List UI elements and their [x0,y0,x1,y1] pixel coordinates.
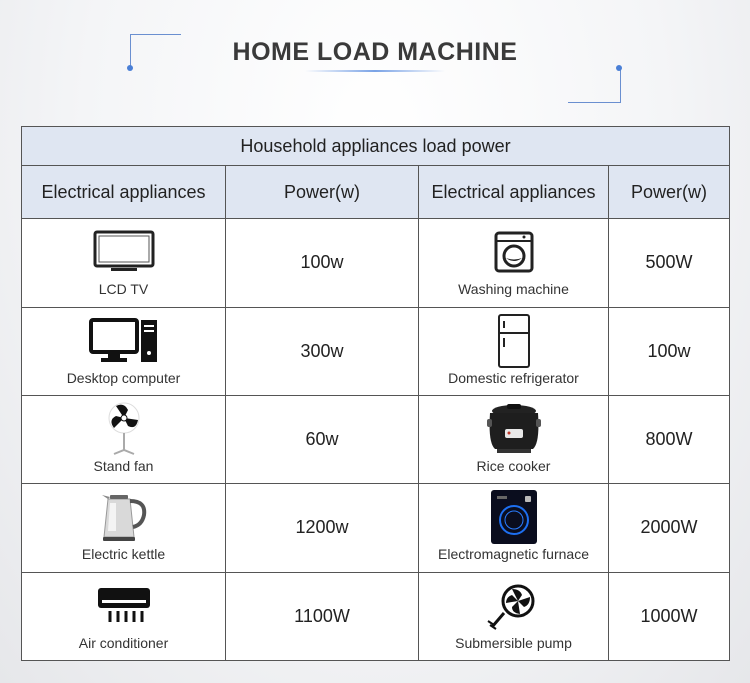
appliance-name: Air conditioner [78,634,169,651]
refrigerator-icon [496,313,532,369]
stand-fan-icon [102,400,146,458]
appliance-cell [419,484,609,572]
column-header-power-right: Power(w) [609,166,730,219]
table-row [22,572,730,660]
appliance-name: Washing machine [458,281,569,298]
appliance-cell [22,219,226,307]
washing-machine-icon [493,230,535,274]
power-value: 1200w [226,484,419,572]
appliance-name: LCD TV [98,281,149,298]
appliance-name: Rice cooker [476,457,551,474]
table-row [22,395,730,483]
appliance-cell [22,307,226,395]
page-title: HOME LOAD MACHINE [232,38,518,66]
table-caption: Household appliances load power [22,127,730,166]
table-row [22,219,730,307]
appliance-cell [419,307,609,395]
power-value: 2000W [609,484,730,572]
appliance-name: Submersible pump [455,634,572,651]
decorative-corner-bottom-right [568,68,621,103]
appliance-cell [22,572,226,660]
electric-kettle-icon [100,491,148,543]
power-value: 1000W [609,572,730,660]
table-row [22,484,730,572]
power-value: 100w [226,219,419,307]
power-value: 800W [609,395,730,483]
appliance-cell [22,484,226,572]
column-header-appliances-right: Electrical appliances [419,166,609,219]
load-power-table [21,126,730,661]
desktop-computer-icon [89,317,159,365]
column-header-power-left: Power(w) [226,166,419,219]
appliance-cell [419,395,609,483]
appliance-cell [419,219,609,307]
appliance-name: Electromagnetic furnace [438,546,589,563]
power-value: 60w [226,395,419,483]
appliance-cell [419,572,609,660]
appliance-name: Electric kettle [81,546,166,563]
tv-icon [93,230,155,274]
power-value: 300w [226,307,419,395]
column-header-appliances-left: Electrical appliances [22,166,226,219]
power-value: 100w [609,307,730,395]
submersible-pump-icon [486,581,542,631]
air-conditioner-icon [96,586,152,626]
title-underline [305,70,445,72]
appliance-cell [22,395,226,483]
power-value: 1100W [226,572,419,660]
appliance-name: Domestic refrigerator [448,369,579,386]
rice-cooker-icon [485,403,543,455]
table-row [22,307,730,395]
appliance-name: Desktop computer [66,369,181,386]
induction-cooker-icon [489,488,539,546]
power-value: 500W [609,219,730,307]
appliance-name: Stand fan [93,457,154,474]
